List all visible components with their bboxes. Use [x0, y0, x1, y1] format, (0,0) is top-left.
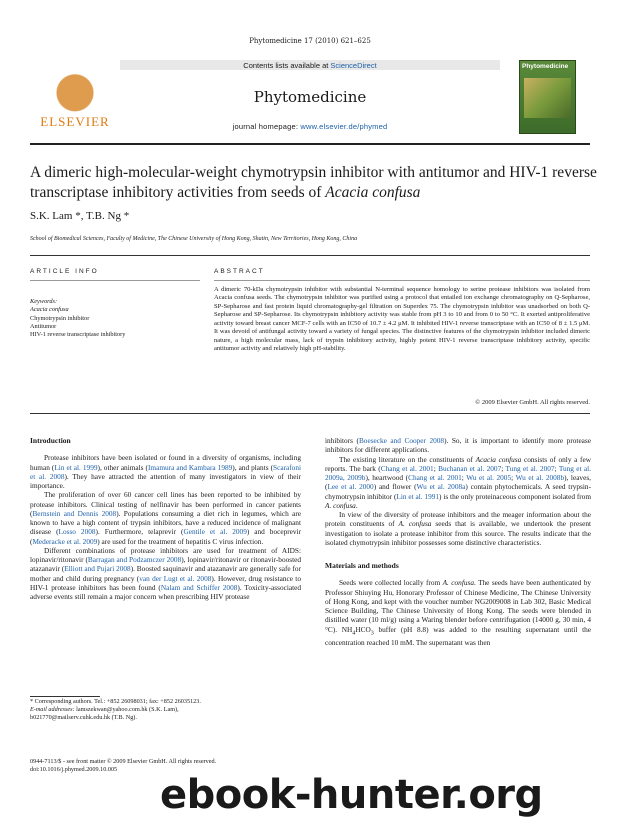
journal-homepage — [120, 122, 500, 131]
elsevier-logo — [36, 64, 114, 129]
email-text: lamszekwan@yahoo.com.hk (S.K. Lam), — [74, 706, 179, 713]
footnote-line — [30, 706, 301, 714]
tree-icon — [44, 64, 106, 112]
abstract-divider — [214, 280, 590, 281]
body-column-left — [30, 436, 301, 601]
copyright: © 2009 Elsevier GmbH. All rights reserved. — [475, 399, 590, 406]
doi: doi:10.1016/j.phymed.2009.10.005 — [30, 766, 118, 773]
keyword-item: Antitumor — [30, 322, 57, 330]
homepage-link[interactable]: www.elsevier.de/phymed — [300, 122, 388, 131]
journal-cover-image — [519, 60, 576, 134]
cover-title: Phytomedicine — [522, 63, 569, 70]
section-divider — [30, 255, 590, 256]
body-divider — [30, 413, 590, 414]
contents-prefix: Contents lists available at — [243, 61, 331, 70]
paragraph: inhibitors (Boesecke and Cooper 2008). So, it is important to identify more protease inhibitors for different applications. — [325, 436, 591, 455]
footnote — [30, 698, 301, 722]
methods-heading: Materials and methods — [325, 561, 399, 570]
running-header: Phytomedicine 17 (2010) 621–625 — [249, 37, 371, 45]
keyword-item: HIV-1 reverse transcriptase inhibitory — [30, 331, 126, 339]
article-info-divider — [30, 280, 200, 281]
footnote-line: * Corresponding authors. Tel.: +852 26098031; fax: +852 26035123. — [30, 698, 201, 705]
watermark: ebook-hunter.org — [160, 772, 543, 818]
contents-line — [120, 61, 500, 70]
email-label: E-mail addresses: — [30, 706, 75, 713]
abstract-text: A dimeric 70-kDa chymotrypsin inhibitor with substantial N-terminal sequence homology to serine protease inhibitors was isolated from Acacia confusa seeds. The chymotrypsin inhibitor was purified using a protocol that entailed ion exchange chromatography on Q-Sepharose, SP-Sepharose and fast protein liquid chromatography-gel filtration on Superdex 75. The chymotrypsin inhibitor was unadsorbed on both Q-Sepharose and SP-Sepharose. Its chymotrypsin inhibitory activity was stable from pH 3 to 10 and from 0 to 50 °C. It exerted antiproliferative activity toward breast cancer MCF-7 cells with an IC50 of 10.7 ± 4.2 μM. It inhibited HIV-1 reverse transcriptase with an IC50 of 8 ± 1.5 μM. It was devoid of antifungal activity toward a variety of fungal species. The distinctive features of the chymotrypsin inhibitor included dimeric nature, a high molecular mass, lack of trypsin inhibitory activity, highly potent HIV-1 reverse transcriptase inhibitory activity, specific antitumor activity and relatively high pH-stability. — [214, 286, 590, 353]
paragraph: The existing literature on the constituents of Acacia confusa consists of only a few reports. The bark (Chang et al. 2001; Buchanan et al. 2007; Tung et al. 2007; Tung et al. 2009a, 2009b), heartwood (Chang et al. 2001; Wu et al. 2005; Wu et al. 2008b), leaves, (Lee et al. 2000) and flower (Wu et al. 2008a) contain phytochemicals. A seed trypsin-chymotrypsin inhibitor (Lin et al. 1991) is the only proteinaceous component isolated from A. confusa. — [325, 454, 592, 510]
paragraph: In view of the diversity of protease inhibitors and the meager information about the protein constituents of A. confusa seeds that is available, we undertook the present investigation to isolate a protease inhibitor from this source. The results indicate that the isolated chymotrypsin inhibitor possesses some distinctive characteristics. — [325, 510, 591, 547]
title-text: A dimeric high-molecular-weight chymotrypsin inhibitor with antitumor and HIV-1 reverse transcriptase inhibitory activities from seeds of — [30, 164, 597, 201]
article-title — [30, 163, 600, 203]
cover-photo — [524, 78, 571, 118]
sciencedirect-link[interactable]: ScienceDirect — [330, 61, 377, 70]
footnote-line: b021770@mailserv.cuhk.edu.hk (T.B. Ng). — [30, 714, 137, 721]
intro-heading: Introduction — [30, 436, 71, 445]
footnote-divider — [30, 696, 100, 697]
journal-name: Phytomedicine — [253, 88, 367, 106]
elsevier-wordmark: ELSEVIER — [40, 114, 110, 129]
paragraph: The proliferation of over 60 cancer cell lines has been reported to be inhibited by protease inhibitors. Clinical testing of nelfinavir has been performed in cancer patients (Bernstein and Dennis 2008). Populations consuming a diet rich in legumes, which are known to have a high content of trypsin inhibitors, have a reduced incidence of malignant disease (Losso 2008). Furthermore, telaprevir (Gentile et al. 2009) and boceprevir (Mederacke et al. 2009) are used for the treatment of hepatitis C virus infection. — [30, 490, 302, 546]
keyword-item: Acacia confusa — [30, 306, 69, 314]
paragraph: Protease inhibitors have been isolated or found in a diversity of organisms, including human (Lin et al. 1999), other animals (Imamura and Kambara 1989), and plants (Scarafoni et al. 2008). They have attracted the attention of many investigators in view of their importance. — [30, 453, 301, 490]
keyword-item: Chymotrypsin inhibitor — [30, 314, 90, 322]
header-divider — [30, 143, 590, 145]
abstract-heading: ABSTRACT — [214, 268, 265, 275]
body-column-right — [325, 436, 591, 647]
front-matter: 0944-7113/$ - see front matter © 2009 Elsevier GmbH. All rights reserved. — [30, 758, 217, 765]
paragraph: Different combinations of protease inhibitors are used for treatment of AIDS: lopinavir/ritonavir (Barragan and Podzamczer 2008), lopinavir/ritonavir or ritonavir-boosted atazanavir (Elliott and Pujari 2008). Boosted saquinavir and atazanavir are generally safe for mother and child during pregnancy (van der Lugt et al. 2008). However, drug resistance to HIV-1 protease inhibitors has been found (Nalam and Schiffer 2008). Toxicity-associated adverse events still remain a major concern when prescribing HIV protease — [30, 545, 302, 601]
affiliation: School of Biomedical Sciences, Faculty of Medicine, The Chinese University of Hong Kong, Shatin, New Territories, Hong Kong, China — [30, 236, 358, 242]
title-species: Acacia confusa — [325, 184, 421, 201]
homepage-prefix: journal homepage: — [232, 122, 301, 131]
keywords-block — [30, 298, 205, 339]
article-info-heading: ARTICLE INFO — [30, 268, 99, 275]
keywords-label: Keywords: — [30, 298, 58, 305]
authors: S.K. Lam *, T.B. Ng * — [30, 210, 130, 222]
paragraph: Seeds were collected locally from A. confusa. The seeds have been authenticated by Professor Shiuying Hu, Honorary Professor of Chinese Medicine, The Chinese University of Hong Kong, and kept with the voucher number NG2009008 in Lab 302, Basic Medical Science Building, The Chinese University of Hong Kong. The seeds were blended in distilled water (10 ml/g) using a Waring blender before centrifugation (14000 g, 30 min, 4 °C). $NH_4HCO_3$ buffer (pH 8.8) was added to the resulting supernatant until the concentration reached 10 mM. The supernatant was then — [325, 578, 592, 648]
